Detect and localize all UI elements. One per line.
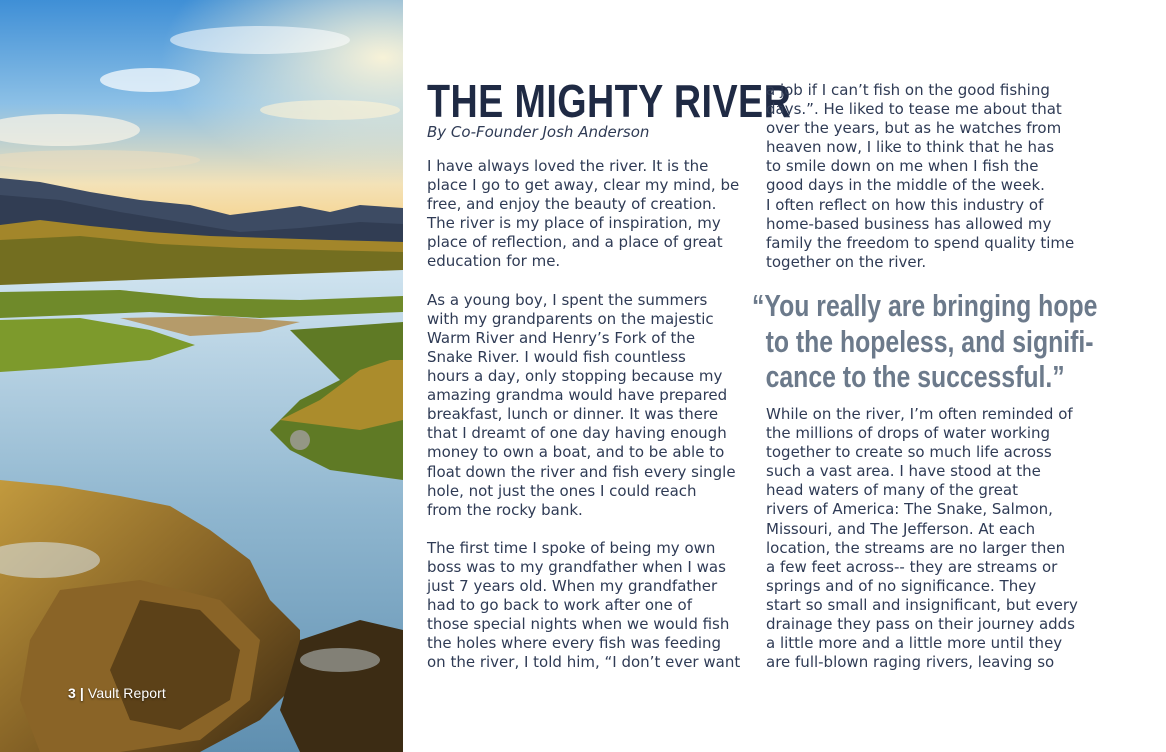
body-line: boss was to my grandfather when I was xyxy=(427,557,726,576)
body-line: a few feet across-- they are streams or xyxy=(766,557,1058,576)
body-line: together to create so much life across xyxy=(766,443,1052,462)
body-line: home-based business has allowed my xyxy=(766,214,1052,233)
pull-quote-line: to the hopeless, and signifi- xyxy=(765,323,1094,359)
article-title: THE MIGHTY RIVER xyxy=(427,75,792,127)
body-line: hole, not just the ones I could reach xyxy=(427,481,697,500)
footer-separator: | xyxy=(79,685,84,701)
body-line: just 7 years old. When my grandfather xyxy=(427,577,718,596)
body-line: those special nights when we would fish xyxy=(427,615,730,634)
body-line: money to own a boat, and to be able to xyxy=(427,443,725,462)
body-line: amazing grandma would have prepared xyxy=(427,386,728,405)
article-column-2-bottom xyxy=(766,405,1086,672)
body-line: to smile down on me when I fish the xyxy=(766,157,1039,176)
body-line: I have always loved the river. It is the xyxy=(427,157,709,175)
pull-quote-line: “You really are bringing hope xyxy=(752,288,1098,323)
body-line: had to go back to work after one of xyxy=(427,596,692,615)
pull-quote-line: cance to the successful.” xyxy=(765,359,1065,394)
body-line: days.”. He liked to tease me about that xyxy=(766,100,1062,119)
body-line: such a vast area. I have stood at the xyxy=(766,462,1041,481)
body-line: head waters of many of the great xyxy=(766,481,1018,500)
body-line: are full-blown raging rivers, leaving so xyxy=(766,653,1055,672)
body-line: I often reflect on how this industry of xyxy=(766,195,1044,214)
page-footer xyxy=(68,685,166,701)
body-line: breakfast, lunch or dinner. It was there xyxy=(427,405,719,424)
river-landscape-photo xyxy=(0,0,403,752)
body-line: drainage they pass on their journey adds xyxy=(766,615,1075,634)
body-line: a little more and a little more until they xyxy=(766,634,1063,653)
body-line: The first time I spoke of being my own xyxy=(427,538,716,557)
body-line: over the years, but as he watches from xyxy=(766,119,1062,138)
body-line: start so small and insignificant, but every xyxy=(766,595,1078,614)
body-line: heaven now, I like to think that he has xyxy=(766,138,1055,157)
body-line: together on the river. xyxy=(766,252,927,271)
article-byline: By Co-Founder Josh Anderson xyxy=(427,123,650,141)
paragraph-gap xyxy=(427,520,747,539)
body-line: on the river, I told him, “I don’t ever want xyxy=(427,653,741,672)
body-line: As a young boy, I spent the summers xyxy=(427,290,708,309)
body-line: from the rocky bank. xyxy=(427,500,583,519)
body-line: Snake River. I would fish countless xyxy=(427,347,686,366)
body-line: place I go to get away, clear my mind, be xyxy=(427,176,740,195)
body-line: The river is my place of inspiration, my xyxy=(427,214,721,233)
body-line: hours a day, only stopping because my xyxy=(427,367,723,386)
body-line: float down the river and fish every single xyxy=(427,462,736,481)
body-line: rivers of America: The Snake, Salmon, xyxy=(766,500,1053,519)
body-line: education for me. xyxy=(427,252,561,271)
pull-quote xyxy=(752,288,1097,395)
body-line: the millions of drops of water working xyxy=(766,424,1051,443)
body-line: a job if I can’t fish on the good fishing xyxy=(766,81,1050,99)
page-number: 3 xyxy=(68,685,76,701)
body-line: good days in the middle of the week. xyxy=(766,176,1045,195)
body-line: the holes where every fish was feeding xyxy=(427,634,722,653)
body-line: free, and enjoy the beauty of creation. xyxy=(427,195,717,214)
body-line: Missouri, and The Jefferson. At each xyxy=(766,519,1036,538)
publication-name: Vault Report xyxy=(87,685,166,701)
body-line: springs and of no significance. They xyxy=(766,576,1037,595)
body-line: location, the streams are no larger then xyxy=(766,538,1066,557)
body-line: that I dreamt of one day having enough xyxy=(427,424,727,443)
body-line: with my grandparents on the majestic xyxy=(427,309,714,328)
body-line: place of reflection, and a place of great xyxy=(427,233,723,252)
article-column-1 xyxy=(427,157,747,673)
paragraph-gap xyxy=(427,272,747,291)
body-line: family the freedom to spend quality time xyxy=(766,233,1075,252)
body-line: Warm River and Henry’s Fork of the xyxy=(427,328,696,347)
body-line: While on the river, I’m often reminded of xyxy=(766,405,1073,423)
article-column-2-top xyxy=(766,81,1086,272)
